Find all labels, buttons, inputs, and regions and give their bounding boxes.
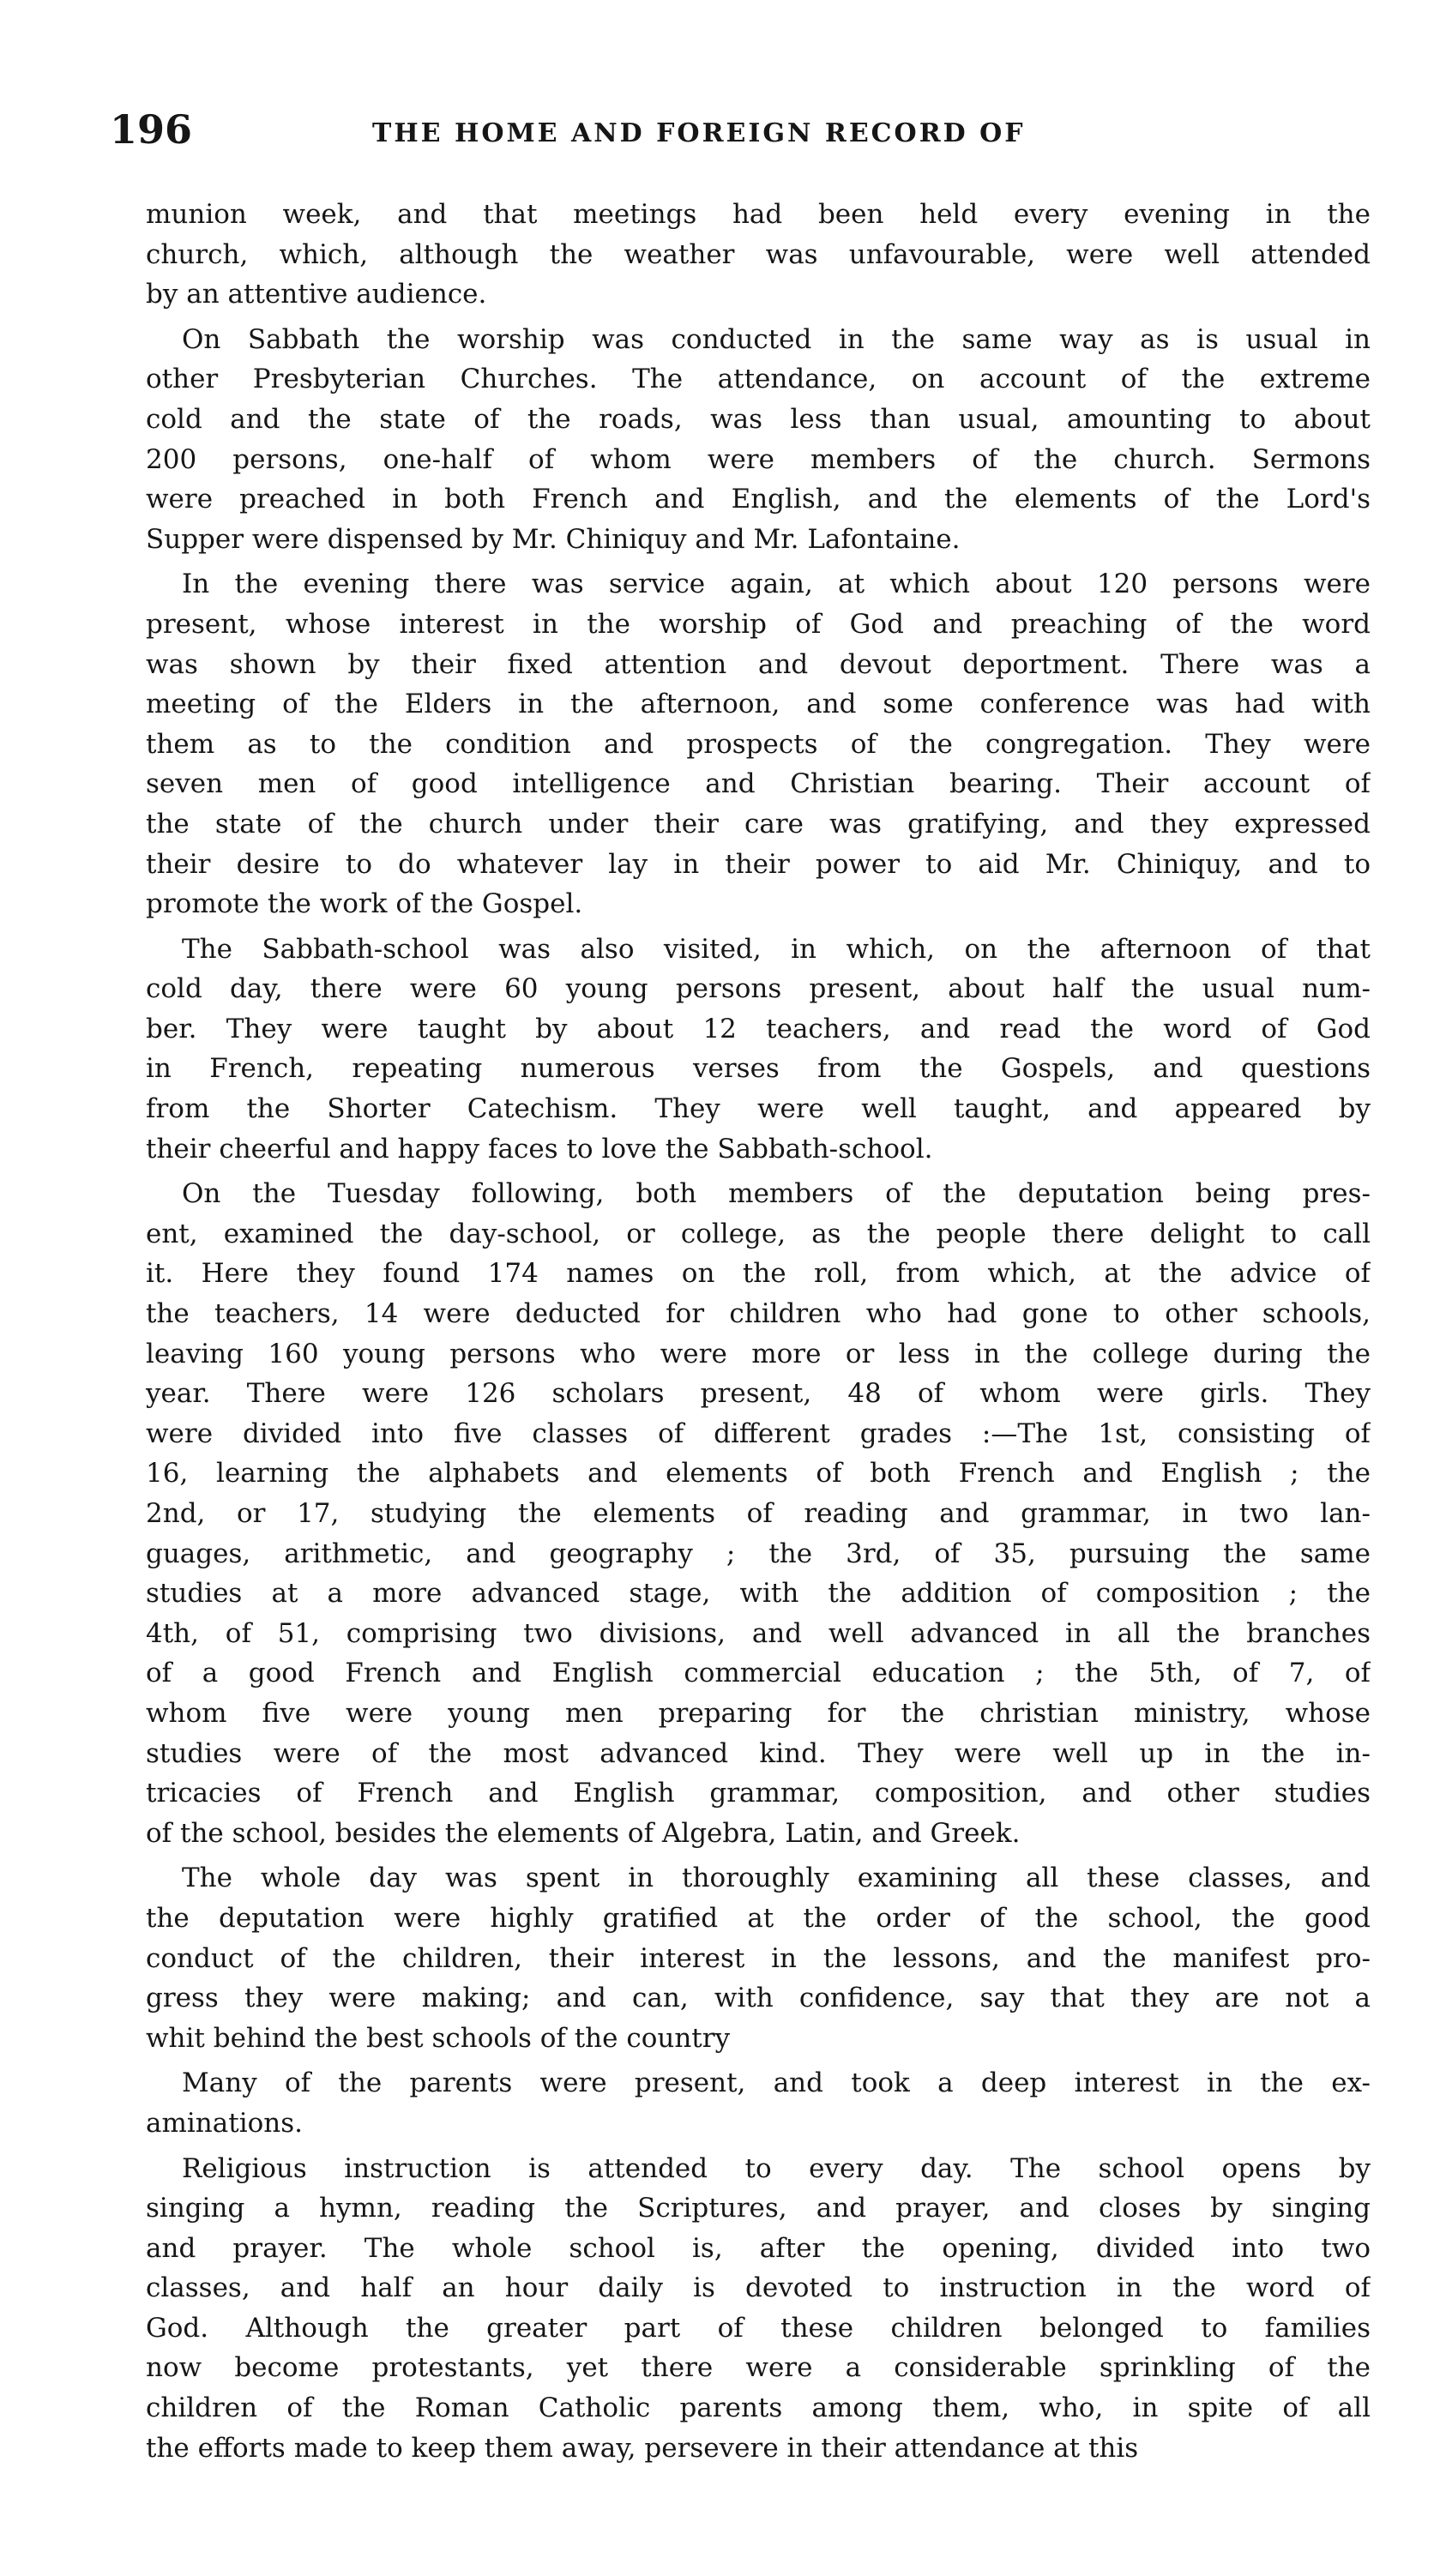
text-line: In the evening there was service again, at which about 120 persons were — [182, 569, 1371, 600]
text-line: year. There were 126 scholars present, 48 of whom were girls. They — [146, 1378, 1371, 1410]
text-line: promote the work of the Gospel. — [146, 888, 583, 920]
text-line: of a good French and English commercial education ; the 5th, of 7, of — [146, 1658, 1371, 1689]
text-line: On Sabbath the worship was conducted in the same way as is usual in — [182, 323, 1371, 355]
text-line: studies were of the most advanced kind. They were well up in the in- — [146, 1737, 1371, 1769]
text-line: cold and the state of the roads, was less than usual, amounting to about — [146, 403, 1371, 435]
text-line: them as to the condition and prospects of the congregation. They were — [146, 728, 1371, 760]
text-line: aminations. — [146, 2107, 304, 2139]
paragraph — [110, 930, 1371, 1170]
text-line: munion week, and that meetings had been held every evening in the — [146, 199, 1371, 230]
text-line: conduct of the children, their interest in the lessons, and the manifest pro- — [146, 1942, 1371, 1974]
text-line: from the Shorter Catechism. They were well taught, and appeared by — [146, 1093, 1371, 1125]
text-line: ent, examined the day-school, or college, as the people there delight to call — [146, 1218, 1371, 1249]
text-line: 16, learning the alphabets and elements of both French and English ; the — [146, 1458, 1371, 1490]
text-line: God. Although the greater part of these children belonged to families — [146, 2312, 1371, 2344]
text-line: singing a hymn, reading the Scriptures, and prayer, and closes by singing — [146, 2193, 1371, 2224]
text-line: it. Here they found 174 names on the roll, from which, at the advice of — [146, 1258, 1371, 1290]
text-line: On the Tuesday following, both members of the deputation being pres- — [182, 1178, 1371, 1210]
text-line: were preached in both French and English, and the elements of the Lord's — [146, 484, 1371, 515]
text-line: studies at a more advanced stage, with the addition of composition ; the — [146, 1578, 1371, 1610]
text-line: Supper were dispensed by Mr. Chiniquy and Mr. Lafontaine. — [146, 523, 961, 555]
text-line: guages, arithmetic, and geography ; the 3rd, of 35, pursuing the same — [146, 1538, 1371, 1569]
text-line: Religious instruction is attended to every day. The school opens by — [182, 2152, 1371, 2184]
text-line: whom five were young men preparing for the christian ministry, whose — [146, 1697, 1371, 1729]
text-line: The whole day was spent in thoroughly examining all these classes, and — [182, 1863, 1371, 1894]
text-line: gress they were making; and can, with confidence, say that they are not a — [146, 1983, 1371, 2014]
text-line: their desire to do whatever lay in their power to aid Mr. Chiniquy, and to — [146, 848, 1371, 880]
text-line: the state of the church under their care was gratifying, and they expressed — [146, 808, 1371, 840]
paragraph — [110, 1174, 1371, 1853]
text-line: church, which, although the weather was unfavourable, were well attended — [146, 238, 1371, 270]
text-line: children of the Roman Catholic parents among them, who, in spite of all — [146, 2392, 1371, 2424]
body-text — [110, 195, 1371, 2473]
text-line: and prayer. The whole school is, after the opening, divided into two — [146, 2232, 1371, 2264]
text-line: 2nd, or 17, studying the elements of reading and grammar, in two lan- — [146, 1498, 1371, 1529]
text-line: Many of the parents were present, and took a deep interest in the ex- — [182, 2067, 1371, 2099]
text-line: now become protestants, yet there were a considerable sprinkling of the — [146, 2352, 1371, 2384]
text-line: meeting of the Elders in the afternoon, and some conference was had with — [146, 689, 1371, 720]
paragraph — [110, 195, 1371, 315]
text-line: 200 persons, one-half of whom were members of the church. Sermons — [146, 443, 1371, 475]
text-line: The Sabbath-school was also visited, in which, on the afternoon of that — [182, 933, 1371, 965]
text-line: present, whose interest in the worship of God and preaching of the word — [146, 608, 1371, 640]
text-line: were divided into five classes of different grades :—The 1st, consisting of — [146, 1417, 1371, 1449]
running-title: THE HOME AND FOREIGN RECORD OF — [372, 118, 1026, 148]
text-line: ber. They were taught by about 12 teachers, and read the word of God — [146, 1013, 1371, 1044]
text-line: tricacies of French and English grammar, composition, and other studies — [146, 1778, 1371, 1809]
text-line: in French, repeating numerous verses from the Gospels, and questions — [146, 1053, 1371, 1085]
text-line: classes, and half an hour daily is devoted to instruction in the word of — [146, 2272, 1371, 2304]
running-head — [110, 101, 1371, 170]
paragraph — [110, 2063, 1371, 2143]
text-line: the teachers, 14 were deducted for children who had gone to other schools, — [146, 1298, 1371, 1330]
text-line: 4th, of 51, comprising two divisions, and well advanced in all the branches — [146, 1617, 1371, 1649]
page-number: 196 — [110, 106, 193, 153]
text-line: other Presbyterian Churches. The attendance, on account of the extreme — [146, 364, 1371, 395]
text-line: seven men of good intelligence and Christian bearing. Their account of — [146, 768, 1371, 800]
paragraph — [110, 320, 1371, 560]
text-line: was shown by their fixed attention and devout deportment. There was a — [146, 648, 1371, 680]
text-line: cold day, there were 60 young persons present, about half the usual num- — [146, 973, 1371, 1005]
text-line: leaving 160 young persons who were more or less in the college during the — [146, 1338, 1371, 1369]
text-line: the deputation were highly gratified at the order of the school, the good — [146, 1902, 1371, 1934]
text-line: of the school, besides the elements of Algebra, Latin, and Greek. — [146, 1817, 1021, 1849]
paragraph — [110, 1858, 1371, 2058]
paragraph — [110, 564, 1371, 924]
text-line: their cheerful and happy faces to love the Sabbath-school. — [146, 1133, 933, 1165]
text-line: whit behind the best schools of the country — [146, 2022, 731, 2054]
paragraph — [110, 2149, 1371, 2469]
text-line: the efforts made to keep them away, persevere in their attendance at this — [146, 2432, 1139, 2464]
text-line: by an attentive audience. — [146, 279, 487, 310]
